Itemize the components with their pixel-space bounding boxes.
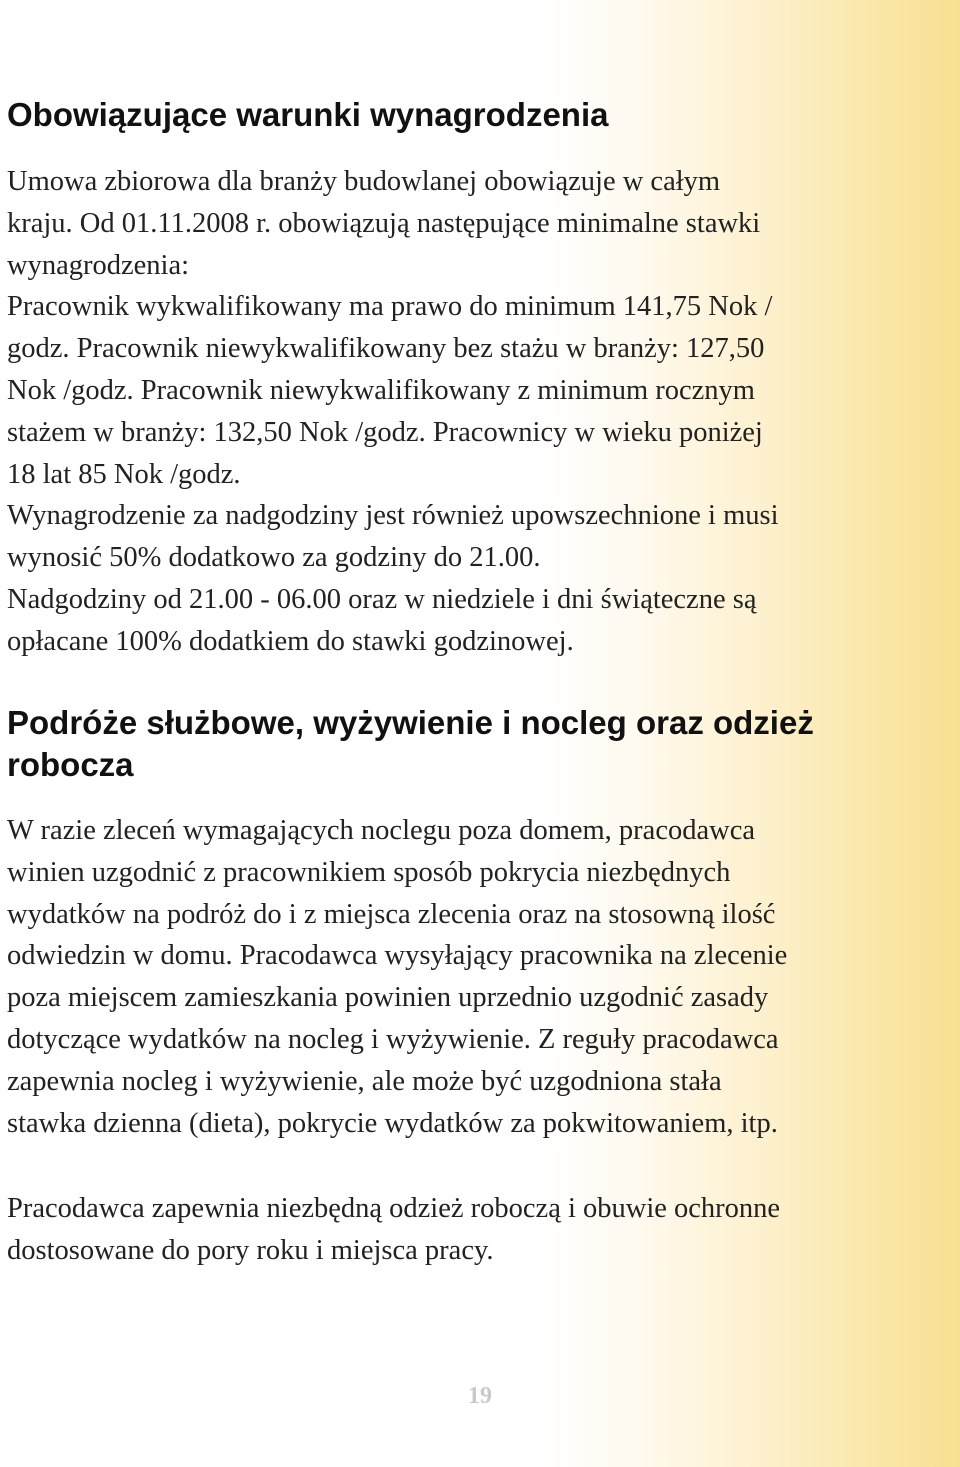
heading-line: Podróże służbowe, wyżywienie i nocleg oraz odzież (7, 704, 814, 741)
paragraph-line: stawka dzienna (dieta), pokrycie wydatków za pokwitowaniem, itp. (7, 1107, 778, 1139)
section-heading-travel (7, 702, 907, 786)
wages-paragraph (7, 161, 887, 663)
paragraph-line: winien uzgodnić z pracownikiem sposób pokrycia niezbędnych (7, 856, 731, 888)
paragraph-line: kraju. Od 01.11.2008 r. obowiązują następujące minimalne stawki (7, 207, 761, 239)
paragraph-line: wynosić 50% dodatkowo za godziny do 21.00. (7, 542, 541, 574)
paragraph-line: Pracodawca zapewnia niezbędną odzież roboczą i obuwie ochronne (7, 1193, 781, 1224)
paragraph-line: Nok /godz. Pracownik niewykwalifikowany z minimum rocznym (7, 374, 755, 406)
workwear-paragraph (7, 1188, 907, 1272)
paragraph-line: dotyczące wydatków na nocleg i wyżywienie. Z reguły pracodawca (7, 1023, 779, 1055)
page-number: 19 (468, 1383, 492, 1409)
paragraph-line: godz. Pracownik niewykwalifikowany bez stażu w branży: 127,50 (7, 333, 765, 365)
paragraph-line: wydatków na podróż do i z miejsca zlecenia oraz na stosowną ilość (7, 898, 776, 930)
paragraph-line: opłacane 100% dodatkiem do stawki godzinowej. (7, 625, 574, 657)
paragraph-line: Nadgodziny od 21.00 - 06.00 oraz w niedziele i dni świąteczne są (7, 583, 757, 615)
paragraph-line: poza miejscem zamieszkania powinien uprzednio uzgodnić zasady (7, 982, 769, 1014)
paragraph-line: Umowa zbiorowa dla branży budowlanej obowiązuje w całym (7, 166, 721, 197)
paragraph-line: 18 lat 85 Nok /godz. (7, 458, 241, 490)
paragraph-line: Pracownik wykwalifikowany ma prawo do minimum 141,75 Nok / (7, 291, 773, 323)
paragraph-line: stażem w branży: 132,50 Nok /godz. Pracownicy w wieku poniżej (7, 416, 763, 448)
heading-line: robocza (7, 746, 134, 783)
paragraph-line: odwiedzin w domu. Pracodawca wysyłający pracownika na zlecenie (7, 940, 788, 972)
section-heading-wages: Obowiązujące warunki wynagrodzenia (7, 96, 609, 133)
paragraph-line: zapewnia nocleg i wyżywienie, ale może być uzgodniona stała (7, 1065, 722, 1097)
paragraph-line: wynagrodzenia: (7, 249, 190, 281)
paragraph-line: Wynagrodzenie za nadgodziny jest również upowszechnione i musi (7, 500, 779, 532)
paragraph-line: W razie zleceń wymagających noclegu poza domem, pracodawca (7, 815, 755, 846)
travel-paragraph (7, 810, 887, 1144)
paragraph-line: dostosowane do pory roku i miejsca pracy. (7, 1234, 494, 1266)
